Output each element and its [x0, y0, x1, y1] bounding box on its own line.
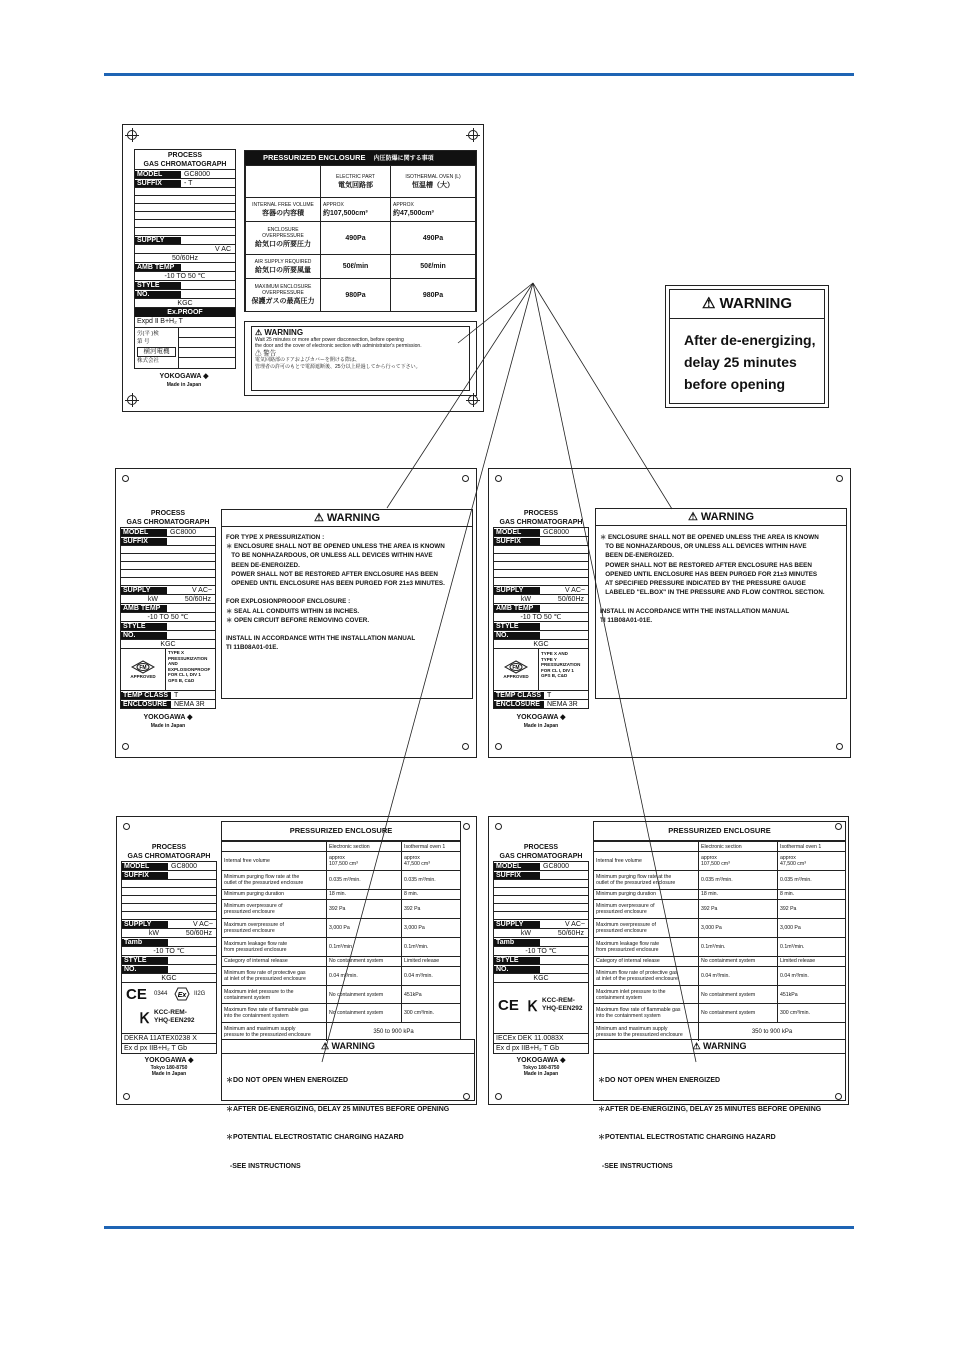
pe-en-cell: approx 47,500 cm³: [402, 852, 461, 871]
ex-group: II2G: [194, 991, 206, 997]
no-label: NO.: [494, 966, 540, 973]
style-label: STYLE: [494, 957, 540, 964]
pe-en-cell: 451kPa: [402, 985, 461, 1004]
jp-cert-1: 労(平 )検: [137, 331, 159, 337]
gc-title: GAS CHROMATOGRAPH: [127, 853, 211, 860]
process-title: PROCESS: [151, 844, 187, 851]
pe-en-cell: 8 min.: [778, 889, 846, 899]
pe-en-cell: 3,000 Pa: [778, 918, 846, 937]
pe-en-cell: 392 Pa: [699, 900, 778, 919]
vac-value: V AC~: [191, 586, 212, 594]
no-label: NO.: [494, 632, 540, 639]
pe-en-cell: 0.04 m³/min.: [778, 966, 846, 985]
no-label: NO.: [121, 632, 167, 639]
pe-en-cell: 3,000 Pa: [327, 918, 402, 937]
pe-jp-cell: 980Pa: [321, 279, 391, 312]
pe-en-cell: 3,000 Pa: [402, 918, 461, 937]
kw-label: kW: [520, 595, 532, 603]
tokyo-address: Tokyo 180-8750: [150, 1065, 188, 1071]
pe-jp-cell: 490Pa: [391, 222, 476, 255]
kw-label: kW: [147, 595, 159, 603]
leader-line: [533, 283, 672, 509]
temp-class-value: T: [174, 691, 179, 699]
kw-label: kW: [520, 929, 532, 937]
pe-en-header: PRESSURIZED ENCLOSURE: [594, 822, 845, 841]
yokogawa-logo: YOKOGAWA ◆: [516, 1057, 566, 1064]
pe-en-row-label: Minimum overpressure of pressurized enclosure: [594, 900, 699, 919]
pe-en-row-label: Maximum overpressure of pressurized enclosure: [594, 918, 699, 937]
fm-approved-text: APPROVED: [503, 674, 529, 679]
freq-value: 50/60Hz: [185, 929, 212, 937]
pe-en-cell: 392 Pa: [402, 900, 461, 919]
iecex-cert: IECEx DEK 11.0083X: [494, 1034, 588, 1044]
tokyo-address: Tokyo 180-8750: [522, 1065, 560, 1071]
model-value: GC8000: [543, 528, 570, 536]
expd-marking: Expd Ⅱ B+H₂ T: [135, 317, 235, 328]
pe-en-cell: Limited release: [402, 956, 461, 966]
yokogawa-logo: YOKOGAWA ◆: [144, 1057, 194, 1064]
pe-en-row-label: Minimum and maximum supply pressure to the pressurized enclosure: [222, 1023, 327, 1041]
pe-en-row-label: Maximum inlet pressure to the containment system: [594, 985, 699, 1004]
pe-en-row-label: Minimum overpressure of pressurized enclosure: [222, 900, 327, 919]
suffix-label: SUFFIX: [494, 872, 540, 879]
made-in-japan: Made in Japan: [151, 1071, 187, 1077]
pe-jp-cell: 980Pa: [391, 279, 476, 312]
pe-en-cell: 0.035 m³/min.: [699, 871, 778, 890]
pe-en-col1: Electronic section: [327, 842, 402, 852]
made-in-japan: Made in Japan: [166, 382, 202, 388]
pe-en-col2: Isothermal oven 1: [778, 842, 846, 852]
pe-jp-header: PRESSURIZED ENCLOSURE: [263, 153, 366, 162]
model-label: MODEL: [121, 529, 167, 536]
pe-en-cell: 350 to 900 kPa: [327, 1023, 461, 1041]
warning-type-y-text: ＊ ENCLOSURE SHALL NOT BE OPENED UNLESS THE AREA IS KNOWN TO BE NONHAZARDOUS, OR UNLESS ALL DEVICES WITHIN HAVE BEEN DE-ENERGIZED. POWER SHALL NOT BE RESTORED AFTER ENCLOSURE HAS BEEN OPENED UNTIL ENCLOSURE HAS BEEN PURGED FOR 21±3 MINUTES AT SPECIFIED PRESSURE INDICATED BY THE PRESSURE GAUGE LABELED "EL.BOX" IN THE PRESSURE AND FLOW CONTROL SECTION. INSTALL IN ACCORDANCE WITH THE INSTALLATION MANUAL TI 11B08A01-01E.: [600, 534, 825, 624]
warning-big-title: ⚠ WARNING: [670, 290, 824, 319]
fm-approval-text: TYPE X AND TYPE Y PRESSURIZATION FOR CL I, DIV 1 GPS B, C&D: [541, 651, 581, 679]
kgc-value: KGC: [533, 640, 549, 648]
pe-en-cell: No containment system: [699, 1004, 778, 1023]
yokogawa-logo: YOKOGAWA ◆: [159, 373, 209, 380]
pe-jp-col2-en: ISOTHERMAL OVEN (L): [405, 173, 461, 180]
ex-marking: Ex d px IIB+H₂ T Gb: [122, 1044, 216, 1054]
pe-en-cell: 8 min.: [402, 889, 461, 899]
supply-label: SUPPLY: [122, 921, 168, 928]
pe-en-row-label: Maximum overpressure of pressurized enclosure: [222, 918, 327, 937]
pe-en-cell: No containment system: [327, 956, 402, 966]
warning-small-line: the door and the cover of electronic section with administrator's permission.: [255, 343, 422, 349]
pe-en-cell: No containment system: [699, 985, 778, 1004]
temp-class-value: T: [547, 691, 552, 699]
pe-jp-cell: 490Pa: [321, 222, 391, 255]
supply-label: SUPPLY: [135, 237, 181, 244]
temp-range: -10 TO 50 ℃: [164, 273, 206, 280]
pe-en-cell: 0.035 m³/min.: [402, 871, 461, 890]
pe-en-cell: approx 47,500 cm³: [778, 852, 846, 871]
warning-energized-line: -SEE INSTRUCTIONS: [598, 1162, 673, 1170]
pe-en-row-label: Minimum purging flow rate at the outlet of the pressurized enclosure: [222, 871, 327, 890]
warning-small-title: ⚠ WARNING: [255, 328, 304, 337]
model-label: MODEL: [494, 529, 540, 536]
pe-en-cell: No containment system: [327, 1004, 402, 1023]
warning-type-x-text: FOR TYPE X PRESSURIZATION : ＊ ENCLOSURE SHALL NOT BE OPENED UNLESS THE AREA IS KNOWN TO BE NONHAZARDOUS, OR UNLESS ALL DEVICES WITHIN HAVE BEEN DE-ENERGIZED. POWER SHALL NOT BE RESTORED AFTER ENCLOSURE HAS BEEN OPENED UNTIL ENCLOSURE HAS BEEN PURGED FOR 21±3 MINUTES. FOR EXPLOSIONPROOOF ENCLOSURE : ＊ SEAL ALL CONDUITS WITHIN 18 INCHES. ＊ OPEN CIRCUIT BEFORE REMOVING COVER. INSTALL IN ACCORDANCE WITH THE INSTALLATION MANUAL TI 11B08A01-01E.: [226, 534, 445, 652]
warning-big-line: delay 25 minutes: [684, 354, 797, 370]
pe-en-row-label: Minimum and maximum supply pressure to the pressurized enclosure: [594, 1023, 699, 1041]
fm-approval-text: TYPE X PRESSURIZATION AND EXPLOSIONPROOF FOR CL I, DIV 1 GPS B, C&D: [168, 650, 211, 683]
suffix-label: SUFFIX: [494, 538, 540, 545]
pe-en-cell: 350 to 900 kPa: [699, 1023, 846, 1041]
pe-en-cell: 0.035 m³/min.: [327, 871, 402, 890]
made-in-japan: Made in Japan: [150, 723, 186, 729]
pe-en-cell: 0.1m³/min.: [327, 937, 402, 956]
pe-en-cell: 0.04 m³/min.: [699, 966, 778, 985]
freq-value: 50/60Hz: [171, 254, 199, 262]
pe-en-row-label: Category of internal release: [222, 956, 327, 966]
freq-value: 50/60Hz: [557, 929, 584, 937]
temp-class-label: TEMP CLASS: [121, 692, 171, 699]
enclosure-label: ENCLOSURE: [494, 701, 544, 708]
kgc-value: KGC: [161, 974, 177, 982]
gc-title: GAS CHROMATOGRAPH: [499, 519, 583, 526]
warning-small-jp-title: ⚠ 警告: [255, 349, 277, 357]
pe-jp-cell: 約47,500cm³: [393, 209, 434, 217]
leader-line: [533, 283, 696, 1062]
svg-text:Ex: Ex: [177, 992, 187, 999]
pe-jp-header-jp: 内圧防爆に関する事項: [373, 156, 434, 162]
kcc-cert: KCC-REM- YHQ-EEN292: [154, 1009, 195, 1024]
amb-temp-label: AMB TEMP: [121, 605, 167, 612]
pe-en-row-label: Minimum flow rate of protective gas at inlet of the pressurized enclosure: [594, 966, 699, 985]
enclosure-value: NEMA 3R: [547, 700, 578, 708]
warning-type-x-title: ⚠ WARNING: [222, 510, 472, 527]
pe-jp-row-label: MAXIMUM ENCLOSURE OVERPRESSURE: [254, 284, 312, 297]
temp-range: -10 TO ℃: [525, 948, 557, 955]
svg-text:FM: FM: [512, 665, 520, 671]
style-label: STYLE: [135, 282, 181, 289]
pe-en-cell: 0.1m³/min.: [778, 937, 846, 956]
no-label: NO.: [122, 966, 168, 973]
warning-big-line: After de-energizing,: [684, 332, 816, 348]
pe-en-row-label: Minimum purging flow rate at the outlet of the pressurized enclosure: [594, 871, 699, 890]
ex-marking: Ex d px IIB+H₂ T Gb: [494, 1044, 588, 1054]
kgc-value: KGC: [177, 299, 193, 307]
suffix-label: SUFFIX: [122, 872, 168, 879]
fm-approved-text: APPROVED: [130, 674, 156, 679]
freq-value: 50/60Hz: [557, 595, 584, 603]
model-value: GC8000: [543, 862, 570, 870]
jp-cert-2: 第 号: [137, 339, 150, 345]
no-label: NO.: [135, 291, 181, 298]
model-value: GC8000: [171, 862, 198, 870]
vac-value: V AC~: [564, 586, 585, 594]
amb-temp-label: AMB TEMP: [494, 605, 540, 612]
kw-label: kW: [148, 929, 160, 937]
pe-en-row-label: Category of internal release: [594, 956, 699, 966]
process-title: PROCESS: [523, 844, 559, 851]
warning-energized-line: ＊AFTER DE-ENERGIZING, DELAY 25 MINUTES BEFORE OPENING: [598, 1105, 822, 1113]
pe-en-cell: 392 Pa: [327, 900, 402, 919]
kcc-cert: KCC-REM- YHQ-EEN292: [542, 997, 583, 1012]
amb-temp-label: AMB TEMP: [135, 264, 181, 271]
vac-value: V AC~: [564, 920, 585, 928]
pe-en-col1: Electronic section: [699, 842, 778, 852]
model-value: GC8000: [170, 528, 197, 536]
temp-range: -10 TO ℃: [153, 948, 185, 955]
supply-label: SUPPLY: [121, 587, 167, 594]
pe-en-row-label: Internal free volume: [222, 852, 327, 871]
pe-en-row-label: Minimum flow rate of protective gas at inlet of the pressurized enclosure: [222, 966, 327, 985]
leader-line: [458, 283, 533, 343]
pe-en-row-label: Maximum flow rate of flammable gas into the containment system: [594, 1004, 699, 1023]
pe-jp-row-label: AIR SUPPLY REQUIRED: [254, 258, 312, 265]
pe-en-row-label: Internal free volume: [594, 852, 699, 871]
model-label: MODEL: [494, 863, 540, 870]
pe-en-row-label: Maximum leakage flow rate from pressurized enclosure: [594, 937, 699, 956]
kgc-value: KGC: [160, 640, 176, 648]
made-in-japan: Made in Japan: [523, 723, 559, 729]
ce-mark-icon: CE: [126, 986, 147, 1003]
pe-en-row-label: Minimum purging duration: [222, 889, 327, 899]
svg-text:FM: FM: [139, 665, 147, 671]
pe-en-cell: 0.1m³/min.: [699, 937, 778, 956]
enclosure-label: ENCLOSURE: [121, 701, 171, 708]
pe-en-cell: approx 107,500 cm³: [327, 852, 402, 871]
pe-en-cell: 18 min.: [699, 889, 778, 899]
pe-en-cell: Limited release: [778, 956, 846, 966]
pe-jp-row-label: INTERNAL FREE VOLUME: [252, 201, 314, 208]
pe-en-cell: 300 cm³/min.: [402, 1004, 461, 1023]
pe-jp-cell: 50ℓ/min: [391, 254, 476, 278]
warning-energized-line: ＊POTENTIAL ELECTROSTATIC CHARGING HAZARD: [226, 1134, 404, 1141]
pe-en-header: PRESSURIZED ENCLOSURE: [222, 822, 460, 841]
suffix-value: - T: [184, 179, 193, 187]
warning-energized-line: ＊DO NOT OPEN WHEN ENERGIZED: [226, 1077, 349, 1084]
pe-jp-cell-en: APPROX: [323, 201, 344, 208]
pe-en-cell: 0.1m³/min.: [402, 937, 461, 956]
gc-title: GAS CHROMATOGRAPH: [126, 519, 210, 526]
vac-value: V AC: [215, 245, 231, 253]
made-in-japan: Made in Japan: [523, 1071, 559, 1077]
pe-en-cell: 300 cm³/min.: [778, 1004, 846, 1023]
process-title: PROCESS: [167, 152, 203, 159]
warning-big-line: before opening: [684, 376, 786, 392]
leader-line: [387, 283, 533, 508]
supply-label: SUPPLY: [494, 921, 540, 928]
kc-mark-icon: Ꮶ: [140, 1010, 150, 1026]
leader-line: [322, 283, 533, 1062]
yokogawa-logo: YOKOGAWA ◆: [143, 714, 193, 721]
warning-type-y-title: ⚠ WARNING: [596, 509, 846, 526]
pe-jp-row-label-jp: 容器の内容積: [262, 209, 304, 217]
style-label: STYLE: [121, 623, 167, 630]
pe-jp-row-label-jp: 給気口の所要風量: [255, 266, 311, 274]
warning-energized-title: ⚠ WARNING: [222, 1040, 474, 1054]
pe-en-cell: 451kPa: [778, 985, 846, 1004]
warning-small-line: Wait 25 minutes or more after power disconnection, before opening: [255, 336, 404, 343]
pe-jp-col1-en: ELECTRIC PART: [336, 173, 375, 180]
suffix-label: SUFFIX: [121, 538, 167, 545]
supply-label: SUPPLY: [494, 587, 540, 594]
vac-value: V AC~: [192, 920, 213, 928]
suffix-label: SUFFIX: [135, 180, 181, 187]
process-title: PROCESS: [150, 510, 186, 517]
pe-en-row-label: Maximum flow rate of flammable gas into the containment system: [222, 1004, 327, 1023]
style-label: STYLE: [122, 957, 168, 964]
freq-value: 50/60Hz: [184, 595, 211, 603]
pe-en-cell: 0.04 m³/min.: [402, 966, 461, 985]
temp-range: -10 TO 50 ℃: [147, 614, 189, 621]
pe-jp-cell: 50ℓ/min: [321, 254, 391, 278]
kgc-value: KGC: [533, 974, 549, 982]
pe-en-row-label: Maximum inlet pressure to the containment system: [222, 985, 327, 1004]
model-value: GC8000: [184, 170, 211, 178]
pe-en-cell: 392 Pa: [778, 900, 846, 919]
notified-body: 0344: [154, 991, 168, 997]
warning-energized-title: ⚠ WARNING: [594, 1040, 845, 1054]
pe-jp-row-label-jp: 保護ガスの最高圧力: [251, 298, 315, 306]
enclosure-value: NEMA 3R: [174, 700, 205, 708]
pe-jp-col1-jp: 電気回路部: [338, 181, 373, 189]
model-label: MODEL: [122, 863, 168, 870]
pe-jp-row-label-jp: 給気口の所要圧力: [255, 241, 311, 249]
pe-en-cell: 0.04 m³/min.: [327, 966, 402, 985]
pe-jp-cell-en: APPROX: [393, 201, 414, 208]
warning-small-jp-line: 電気回路部のドアおよびカバーを開ける際は、: [255, 357, 360, 363]
pe-en-cell: No containment system: [699, 956, 778, 966]
pe-jp-col2-jp: 恒温槽（大）: [412, 181, 454, 189]
ce-mark-icon: CE: [498, 997, 519, 1014]
process-title: PROCESS: [523, 510, 559, 517]
warning-small-jp-line: 管理者の許可のもとで電源遮断後、25分以上経過してから行って下さい。: [255, 363, 421, 370]
warning-energized-line: -SEE INSTRUCTIONS: [226, 1162, 301, 1170]
pe-en-cell: 18 min.: [327, 889, 402, 899]
pe-en-col2: Isothermal oven 1: [402, 842, 461, 852]
tamb-label: Tamb: [494, 939, 540, 946]
warning-energized-line: ＊POTENTIAL ELECTROSTATIC CHARGING HAZARD: [598, 1134, 776, 1141]
style-label: STYLE: [494, 623, 540, 630]
pe-en-row-label: Minimum purging duration: [594, 889, 699, 899]
yokogawa-logo: YOKOGAWA ◆: [516, 714, 566, 721]
pe-en-cell: approx 107,500 cm³: [699, 852, 778, 871]
pe-en-row-label: Maximum leakage flow rate from pressurized enclosure: [222, 937, 327, 956]
jp-maker: 横河電機: [137, 347, 176, 357]
warning-energized-line: ＊DO NOT OPEN WHEN ENERGIZED: [598, 1077, 721, 1084]
pe-en-cell: 3,000 Pa: [699, 918, 778, 937]
pe-en-cell: No containment system: [327, 985, 402, 1004]
pe-en-cell: 0.035 m³/min.: [778, 871, 846, 890]
tamb-label: Tamb: [122, 939, 168, 946]
pe-jp-row-label: ENCLOSURE OVERPRESSURE: [262, 227, 304, 240]
warning-energized-line: ＊AFTER DE-ENERGIZING, DELAY 25 MINUTES BEFORE OPENING: [226, 1105, 450, 1113]
pe-jp-cell: 約107,500cm³: [323, 209, 368, 217]
model-label: MODEL: [135, 171, 181, 178]
kc-mark-icon: Ꮶ: [528, 998, 538, 1014]
gc-title: GAS CHROMATOGRAPH: [135, 160, 235, 170]
atex-cert: DEKRA 11ATEX0238 X: [122, 1034, 216, 1044]
temp-class-label: TEMP CLASS: [494, 692, 544, 699]
gc-title: GAS CHROMATOGRAPH: [499, 853, 583, 860]
jp-maker-sub: 株式会社: [137, 358, 160, 364]
temp-range: -10 TO 50 ℃: [520, 614, 562, 621]
ex-proof-label: Ex.PROOF: [135, 308, 235, 317]
